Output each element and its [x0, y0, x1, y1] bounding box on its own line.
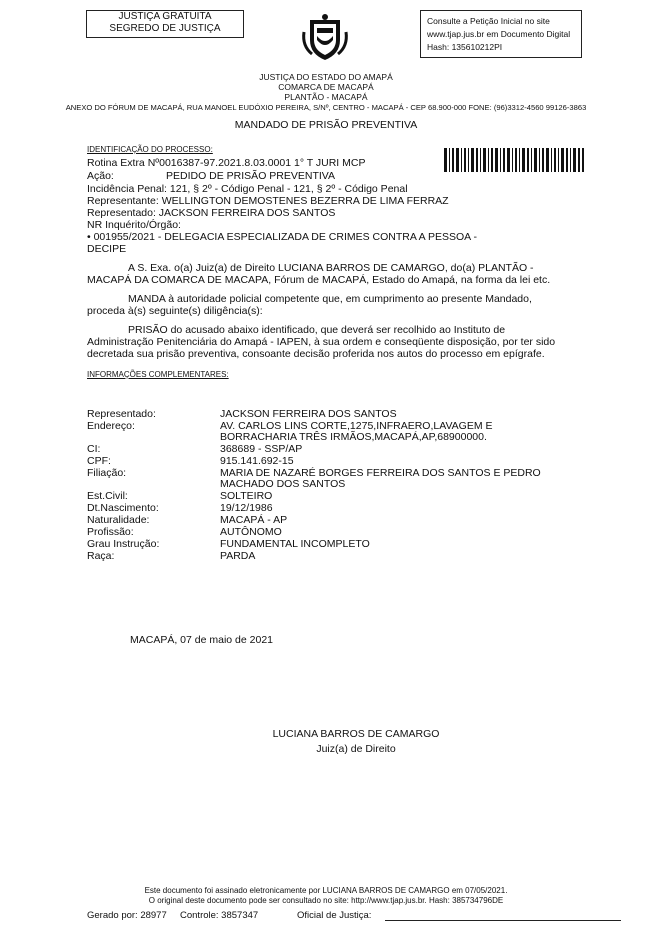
info-label: Naturalidade:: [87, 514, 150, 526]
orgao-line1: • 001955/2021 - DELEGACIA ESPECIALIZADA DE CRIMES CONTRA A PESSOA -: [87, 231, 478, 243]
info-label: Representado:: [87, 408, 156, 420]
info-label: CI:: [87, 443, 101, 455]
document-title: MANDADO DE PRISÃO PREVENTIVA: [234, 119, 418, 131]
paragraph3-line1: PRISÃO do acusado abaixo identificado, que deverá ser recolhido ao Instituto de: [128, 324, 506, 336]
paragraph2-line1: MANDA à autoridade policial competente que, em cumprimento ao presente Mandado,: [128, 293, 532, 305]
info-value: 368689 - SSP/AP: [220, 443, 303, 455]
info-section-label: INFORMAÇÕES COMPLEMENTARES:: [87, 370, 229, 379]
info-value: AV. CARLOS LINS CORTE,1275,INFRAERO,LAVAGEM E: [220, 420, 493, 432]
info-label: Raça:: [87, 550, 115, 562]
court-name: JUSTIÇA DO ESTADO DO AMAPÁ: [259, 72, 393, 82]
info-label: CPF:: [87, 455, 111, 467]
info-value-continued: MACHADO DOS SANTOS: [220, 478, 346, 490]
info-label: Dt.Nascimento:: [87, 502, 159, 514]
info-value-continued: BORRACHARIA TRÊS IRMÃOS,MACAPÁ,AP,68900000.: [220, 431, 487, 443]
info-label: Endereço:: [87, 420, 135, 432]
info-label: Est.Civil:: [87, 490, 128, 502]
paragraph3-line2: Administração Penitenciária do Amapá - IAPEN, à sua ordem e conseqüente disposição, por ter sido: [87, 336, 556, 348]
coat-of-arms-icon: [300, 12, 350, 62]
info-value: AUTÔNOMO: [220, 526, 282, 538]
acao-label: Ação:: [87, 170, 114, 182]
segredo-label: SEGREDO DE JUSTIÇA: [109, 23, 221, 34]
acao-value: PEDIDO DE PRISÃO PREVENTIVA: [166, 170, 336, 182]
paragraph3-line3: decretada sua prisão preventiva, consoante decisão proferida nos autos do processo em epígrafe.: [87, 348, 545, 360]
process-number: Rotina Extra Nº0016387-97.2021.8.03.0001 1° T JURI MCP: [87, 157, 366, 169]
info-label: Filiação:: [87, 467, 127, 479]
paragraph1-line2: MACAPÁ DA COMARCA DE MACAPA, Fórum de MACAPÁ, Estado do Amapá, na forma da lei etc.: [87, 274, 551, 286]
consulta-hash: Hash: 135610212PI: [427, 42, 503, 52]
info-label: Grau Instrução:: [87, 538, 160, 550]
representado: Representado: JACKSON FERREIRA DOS SANTOS: [87, 207, 336, 219]
signer-role: Juiz(a) de Direito: [316, 743, 396, 755]
consulta-line1: Consulte a Petição Inicial no site: [427, 16, 550, 26]
consulta-line2: www.tjap.jus.br em Documento Digital: [427, 29, 571, 39]
oficial-signature-line: [385, 920, 621, 921]
signer-name: LUCIANA BARROS DE CAMARGO: [272, 728, 440, 740]
info-value: MARIA DE NAZARÉ BORGES FERREIRA DOS SANTOS E PEDRO: [220, 467, 541, 479]
orgao-line2: DECIPE: [87, 243, 127, 255]
info-label: Profissão:: [87, 526, 134, 538]
info-value: PARDA: [220, 550, 256, 562]
representante: Representante: WELLINGTON DEMOSTENES BEZERRA DE LIMA FERRAZ: [87, 195, 449, 207]
gratuita-label: JUSTIÇA GRATUITA: [118, 11, 212, 22]
barcode-icon: [444, 148, 584, 172]
consulta-box: [420, 10, 582, 58]
controle: Controle: 3857347: [180, 910, 259, 921]
footer-signed-note: Este documento foi assinado eletronicamente por LUCIANA BARROS DE CAMARGO em 07/05/2021.: [144, 886, 508, 895]
info-value: MACAPÁ - AP: [220, 514, 288, 526]
info-value: JACKSON FERREIRA DOS SANTOS: [220, 408, 397, 420]
comarca-name: COMARCA DE MACAPÁ: [278, 82, 374, 92]
info-value: SOLTEIRO: [220, 490, 273, 502]
info-value: 915.141.692-15: [220, 455, 294, 467]
nr-inquerito-label: NR Inquérito/Órgão:: [87, 219, 181, 231]
process-section-label: IDENTIFICAÇÃO DO PROCESSO:: [87, 145, 213, 154]
oficial-label: Oficial de Justiça:: [297, 910, 372, 921]
paragraph1-line1: A S. Exa. o(a) Juiz(a) de Direito LUCIANA BARROS DE CAMARGO, do(a) PLANTÃO -: [128, 262, 534, 274]
court-address: ANEXO DO FÓRUM DE MACAPÁ, RUA MANOEL EUDÓXIO PEREIRA, S/Nº, CENTRO - MACAPÁ - CEP 68.900-000 FONE: (96)3312-4560 99126-3863: [65, 103, 587, 112]
gerado-por: Gerado por: 28977: [87, 910, 167, 921]
signature-block: [220, 728, 492, 755]
date-line: MACAPÁ, 07 de maio de 2021: [130, 634, 274, 646]
justice-flags-box: [86, 10, 244, 38]
footer-original-note: O original deste documento pode ser consultado no site: http://www.tjap.jus.br. Hash: 385734796DE: [148, 896, 504, 905]
paragraph2-line2: proceda à(s) seguinte(s) diligência(s):: [87, 305, 263, 317]
info-value: 19/12/1986: [220, 502, 273, 514]
plantao-name: PLANTÃO - MACAPÁ: [284, 92, 368, 102]
info-value: FUNDAMENTAL INCOMPLETO: [220, 538, 370, 550]
incidencia-penal: Incidência Penal: 121, § 2º - Código Penal - 121, § 2º - Código Penal: [87, 183, 408, 195]
